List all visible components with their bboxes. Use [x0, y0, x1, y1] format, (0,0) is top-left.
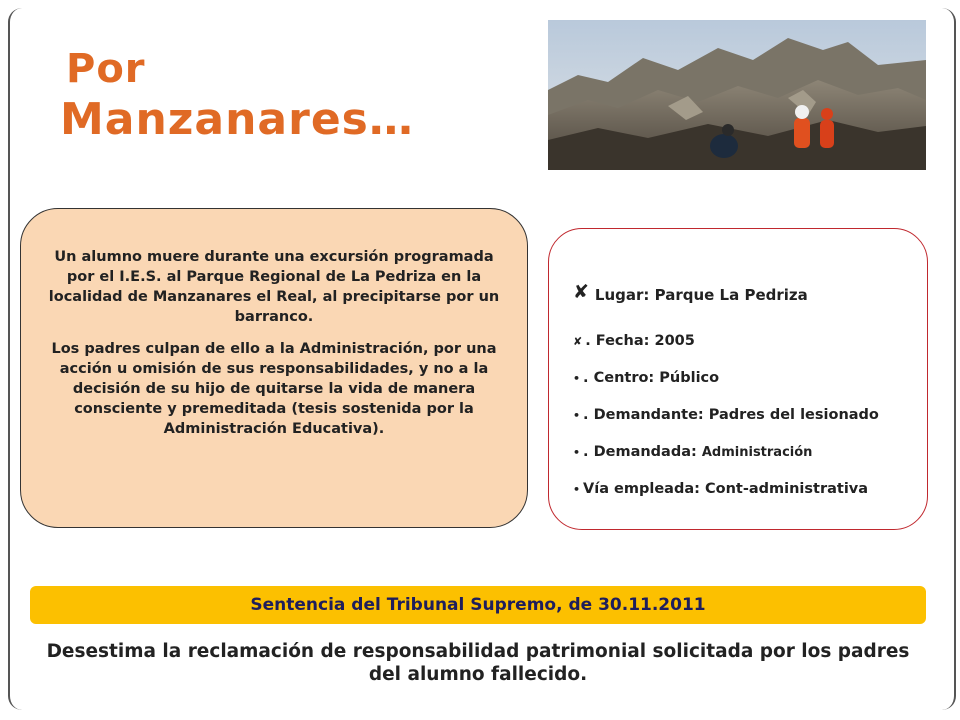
dot-bullet-icon: •	[573, 483, 581, 496]
case-description-box	[20, 208, 528, 528]
fact-centro	[573, 370, 918, 407]
fact-demandante	[573, 407, 918, 444]
mountain-photo-icon	[548, 20, 926, 170]
mountain-photo-illustration	[548, 20, 926, 170]
sentence-banner	[30, 586, 926, 624]
fact-demandada-label: . Demandada:	[583, 444, 702, 460]
cross-bullet-icon: ✘	[573, 335, 583, 348]
case-facts-list	[573, 283, 918, 518]
case-facts-box	[548, 228, 928, 530]
fact-via	[573, 481, 918, 518]
fact-lugar-text: Lugar: Parque La Pedriza	[594, 286, 808, 304]
fact-fecha-text: . Fecha: 2005	[585, 333, 695, 349]
case-paragraph-1: Un alumno muere durante una excursión programada por el I.E.S. al Parque Regional de La Pedriza en la localidad de Manzanares el Real, al precipitarse por un barranco.	[48, 249, 500, 325]
slide-title-line2: Manzanares…	[60, 94, 414, 145]
sentence-banner-text: Sentencia del Tribunal Supremo, de 30.11.2011	[250, 595, 706, 615]
fact-centro-text: . Centro: Público	[583, 370, 720, 386]
fact-demandada	[573, 444, 918, 481]
fact-fecha	[573, 333, 918, 370]
case-paragraph-2: Los padres culpan de ello a la Administración, por una acción u omisión de sus responsabilidades, y no a la decisión de su hijo de quitarse la vida de manera consciente y premeditada (tesis sostenida por la Administración Educativa).	[51, 341, 497, 437]
dot-bullet-icon: •	[573, 409, 581, 422]
fact-demandante-text: . Demandante: Padres del lesionado	[583, 407, 879, 423]
fact-via-text: Vía empleada: Cont-administrativa	[583, 481, 869, 497]
slide-title-line1: Por	[66, 46, 146, 92]
dot-bullet-icon: •	[573, 372, 581, 385]
ruling-conclusion: Desestima la reclamación de responsabilidad patrimonial solicitada por los padres del alumno fallecido.	[46, 641, 910, 685]
fact-lugar	[573, 283, 918, 333]
dot-bullet-icon: •	[573, 446, 581, 459]
cross-bullet-icon: ✘	[573, 281, 589, 303]
fact-demandada-value: Administración	[701, 445, 813, 460]
